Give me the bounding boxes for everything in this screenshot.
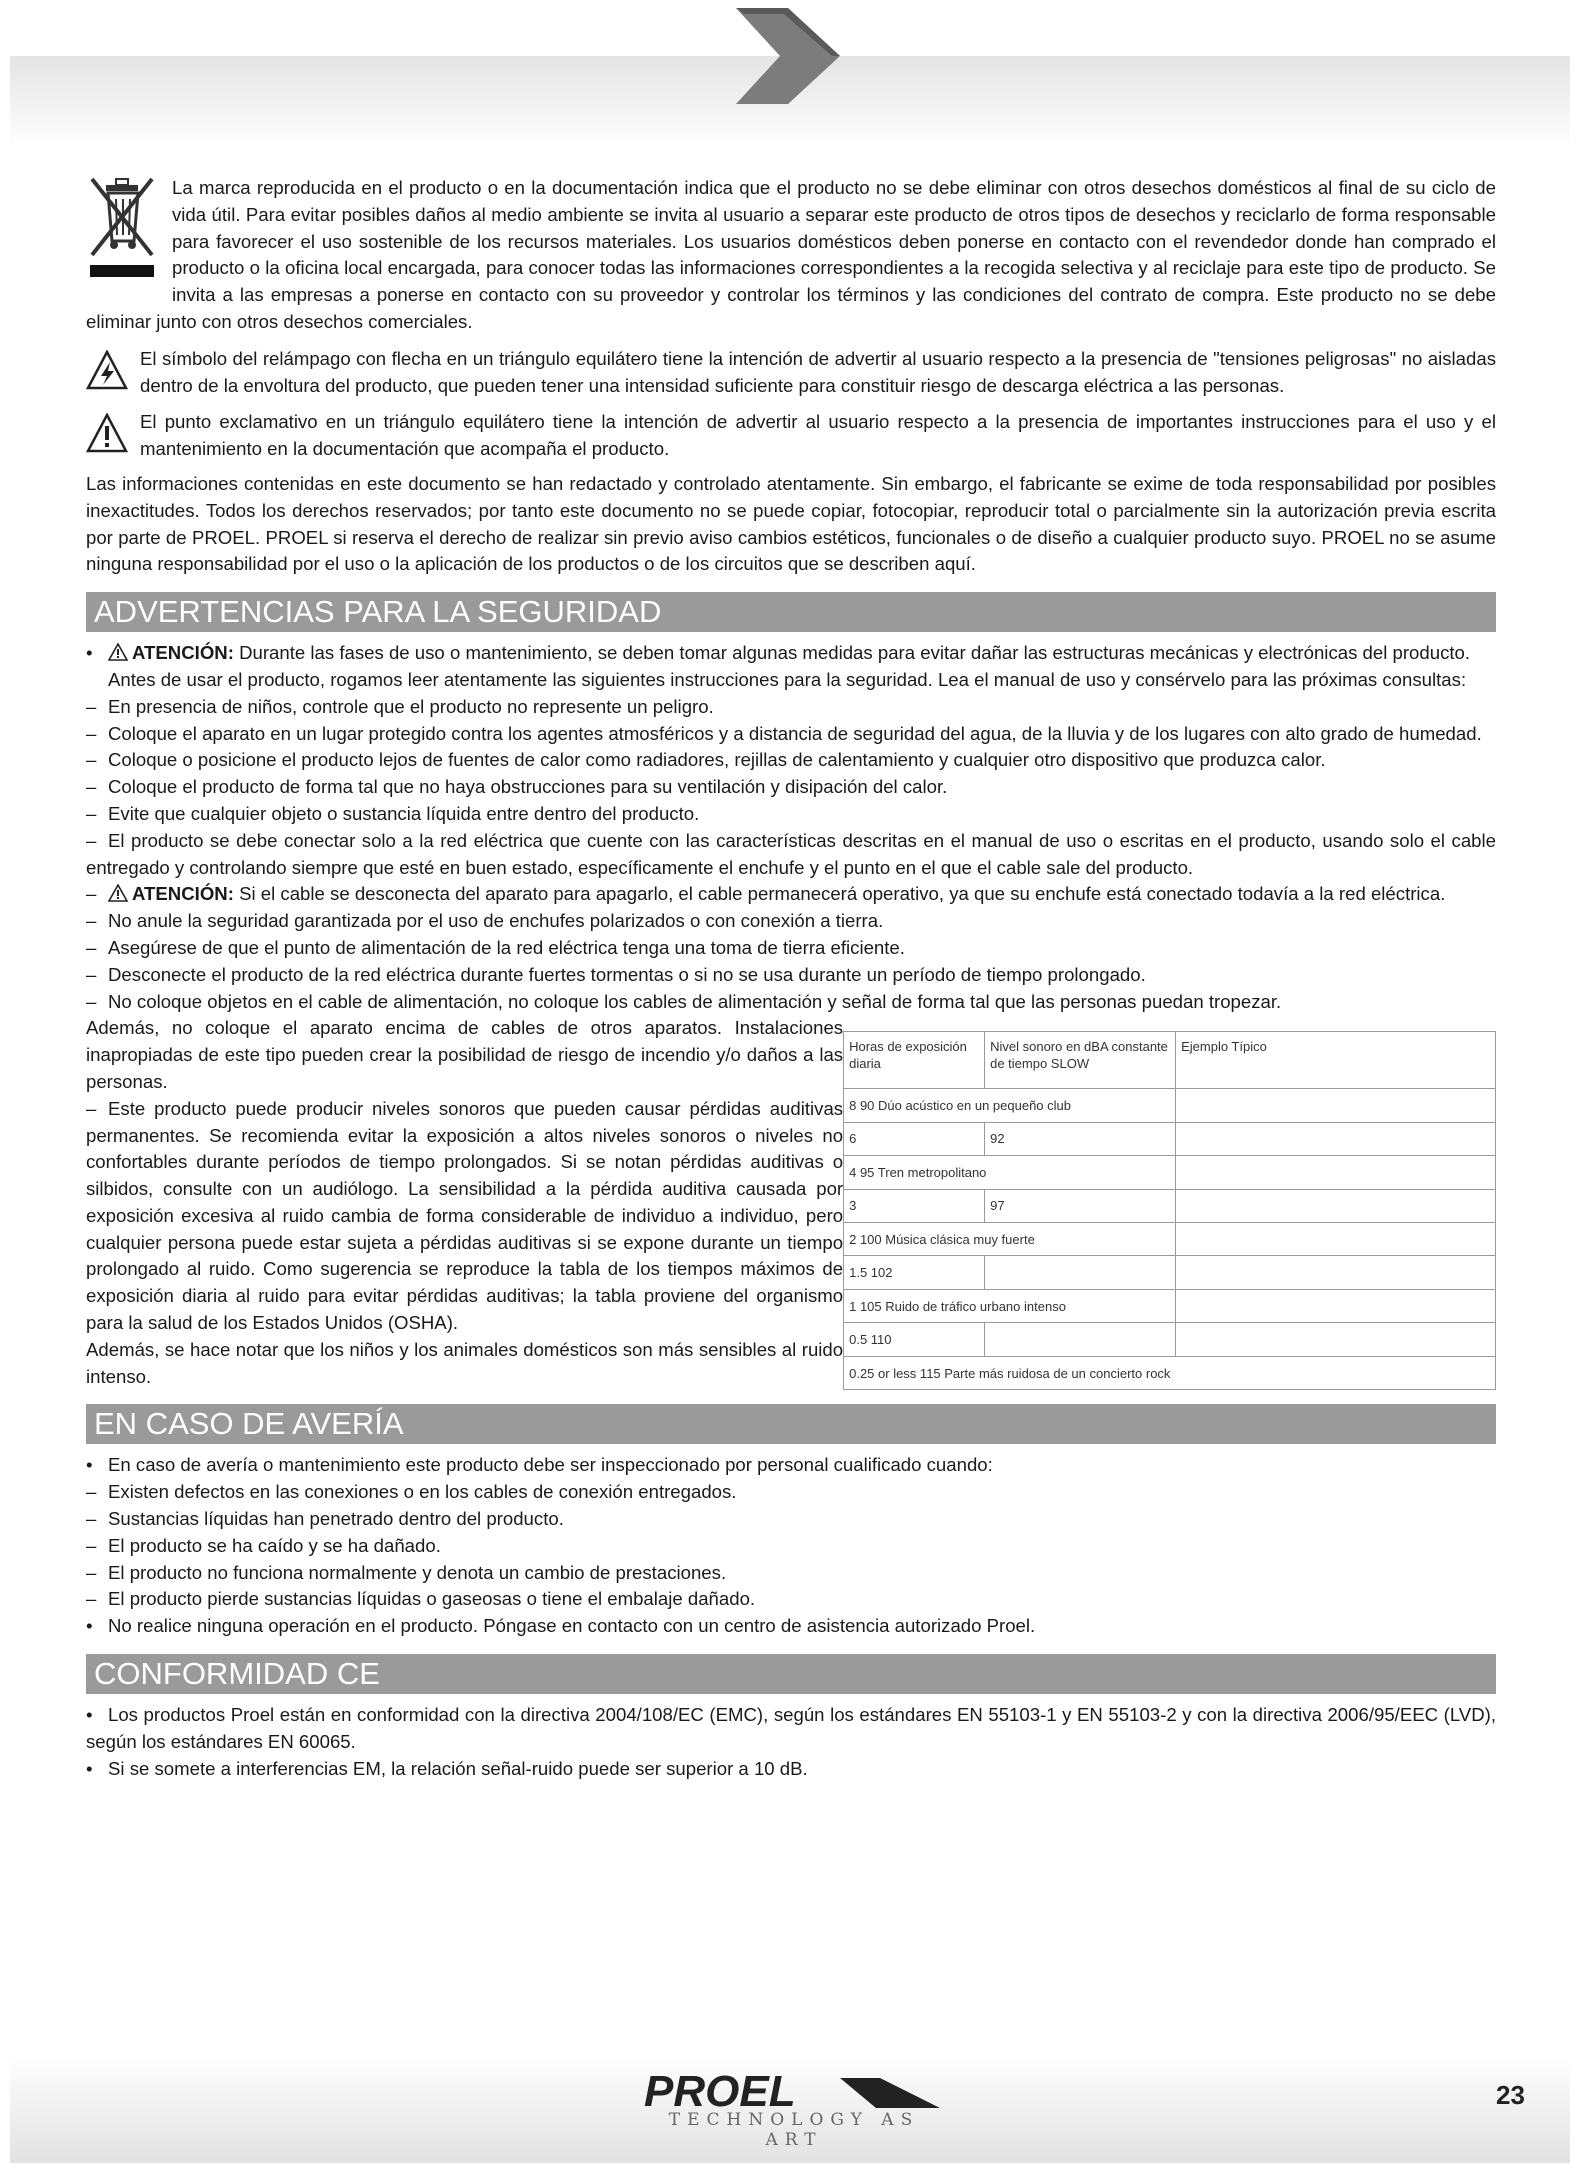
dash: – [86, 1508, 97, 1530]
hearing-text-column [86, 1015, 843, 1390]
safety-item: – Coloque el aparato en un lugar protegido contra los agentes atmosféricos y a distancia de seguridad del agua, de la lluvia y de los lugares con alto grado de humedad. [86, 721, 1496, 748]
dash: – [86, 883, 97, 905]
dash: – [86, 1588, 97, 1610]
bullet: • [86, 1454, 93, 1476]
fault-item: – El producto se ha caído y se ha dañado. [86, 1533, 1496, 1560]
exclamation-warning [86, 409, 1496, 463]
table-row [844, 1122, 1496, 1155]
table-cell: 2 100 Música clásica muy fuerte [844, 1223, 1176, 1256]
dash: – [86, 1534, 97, 1556]
attention-label: ATENCIÓN: [132, 883, 234, 905]
hearing-section [86, 1015, 1496, 1390]
fault-item: – El producto no funciona normalmente y denota un cambio de prestaciones. [86, 1560, 1496, 1587]
exclamation-warning-text: El punto exclamativo en un triángulo equilátero tiene la intención de advertir al usuario respecto a la presencia de importantes instrucciones para el uso y el mantenimiento en la documentación que acompaña el producto. [140, 411, 1496, 460]
ce-item: • Los productos Proel están en conformidad con la directiva 2004/108/EC (EMC), según los estándares EN 55103-1 y EN 55103-2 y con la directiva 2006/95/EEC (LVD), según los estándares EN 60065. [86, 1704, 1496, 1752]
lightning-warning-text: El símbolo del relámpago con flecha en un triángulo equilátero tiene la intención de advertir al usuario respecto a la presencia de "tensiones peligrosas" no aisladas dentro de la envoltura del producto, que pueden tener una intensidad suficiente para constituir riesgo de descarga eléctrica a las personas. [140, 347, 1496, 396]
table-header-cell: Nivel sonoro en dBA constante de tiempo SLOW [985, 1032, 1176, 1089]
table-row [844, 1323, 1496, 1356]
children-note: Además, se hace notar que los niños y los animales domésticos son más sensibles al ruido intenso. [86, 1338, 844, 1387]
safety-item: – Desconecte el producto de la red eléctrica durante fuertes tormentas o si no se usa durante un período de tiempo prolongado. [86, 962, 1496, 989]
weee-text: La marca reproducida en el producto o en la documentación indica que el producto no se debe eliminar con otros desechos domésticos al final de su ciclo de vida útil. Para evitar posibles daños al medio ambiente se invita al usuario a separar este producto de otros tipos de desechos y reciclarlo de forma responsable para favorecer el uso sostenible de los recursos materiales. Los usuarios domésticos deben ponerse en contacto con el revendedor donde han comprado el producto o la oficina local encargada, para conocer todas las informaciones correspondientes a la recogida selectiva y al reciclaje para este tipo de producto. Se invita a las empresas a ponerse en contacto con su proveedor y controlar los términos y las condiciones del contrato de compra. Este producto no se debe eliminar junto con otros desechos comerciales. [86, 177, 1496, 332]
noise-exposure-table [843, 1031, 1496, 1390]
dash: – [86, 990, 97, 1012]
safety-item: – Coloque o posicione el producto lejos de fuentes de calor como radiadores, rejillas de calentamiento y cualquier otro dispositivo que produzca calor. [86, 747, 1496, 774]
attention-text: Durante las fases de uso o mantenimiento, se deben tomar algunas medidas para evitar dañar las estructuras mecánicas y electrónicas del producto. [233, 642, 1471, 664]
table-cell: 97 [985, 1189, 1176, 1222]
brand-tagline: TECHNOLOGY AS ART [668, 2110, 920, 2150]
table-row [844, 1256, 1496, 1289]
crossed-bin-icon [86, 175, 158, 283]
fault-item: – Existen defectos en las conexiones o en los cables de conexión entregados. [86, 1479, 1496, 1506]
table-cell: 3 [844, 1189, 985, 1222]
table-cell: 6 [844, 1122, 985, 1155]
section-title-fault: EN CASO DE AVERÍA [86, 1404, 1496, 1444]
hearing-item: – Este producto puede producir niveles sonoros que pueden causar pérdidas auditivas permanentes. Se recomienda evitar la exposición a altos niveles sonoros o niveles no confortables durante períodos de tiempo prolongados. Si se notan pérdidas auditivas o silbidos, consulte con un audiólogo. La sensibilidad a la pérdida auditiva causada por exposición excesiva al ruido cambia de forma considerable de individuo a individuo, pero cualquier persona puede estar sujeta a pérdidas auditivas si se expone durante un tiempo prolongado al ruido. Como sugerencia se reproduce la tabla de los tiempos máximos de exposición diaria al ruido para evitar pérdidas auditivas; la tabla proviene del organismo para la salud de los Estados Unidos (OSHA). [86, 1097, 844, 1334]
fault-final: • No realice ninguna operación en el producto. Póngase en contacto con un centro de asistencia autorizado Proel. [86, 1613, 1496, 1640]
disclaimer-text: Las informaciones contenidas en este documento se han redactado y controlado atentamente. Sin embargo, el fabricante se exime de toda responsabilidad por posibles inexactitudes. Todos los derechos reservados; por tanto este documento no se puede copiar, fotocopiar, reproducir total o parcialmente sin la autorización previa escrita por parte de PROEL. PROEL si reserva el derecho de realizar sin previo aviso cambios estéticos, funcionales o de diseño a cualquier producto suyo. PROEL no se asume ninguna responsabilidad por el uso o la aplicación de los productos o de los circuitos que se describen aquí. [86, 472, 1496, 575]
lightning-warning [86, 346, 1496, 400]
dash: – [86, 1481, 97, 1503]
table-cell: 4 95 Tren metropolitano [844, 1156, 1176, 1189]
table-header-row [844, 1032, 1496, 1089]
cable-item-continued: Además, no coloque el aparato encima de cables de otros aparatos. Instalaciones inapropiadas de este tipo pueden crear la posibilidad de riesgo de incendio y/o daños a las personas. [86, 1017, 844, 1092]
table-cell: 1.5 102 [844, 1256, 985, 1289]
warning-triangle-icon [108, 643, 128, 661]
table-row [844, 1156, 1496, 1189]
dash: – [86, 829, 97, 851]
page-content [86, 175, 1496, 1782]
section-title-safety: ADVERTENCIAS PARA LA SEGURIDAD [86, 592, 1496, 632]
dash: – [86, 695, 97, 717]
weee-notice [86, 175, 1496, 336]
bullet: • [86, 1757, 93, 1779]
safety-item: – No coloque objetos en el cable de alimentación, no coloque los cables de alimentación y señal de forma tal que las personas puedan tropezar. [86, 989, 1496, 1016]
exclamation-triangle-icon [86, 413, 128, 453]
table-cell: 8 90 Dúo acústico en un pequeño club [844, 1089, 1176, 1122]
fault-intro: • En caso de avería o mantenimiento este producto debe ser inspeccionado por personal cualificado cuando: [86, 1452, 1496, 1479]
dash: – [86, 963, 97, 985]
dash: – [86, 802, 97, 824]
dash: – [86, 936, 97, 958]
safety-intro: Antes de usar el producto, rogamos leer atentamente las siguientes instrucciones para la seguridad. Lea el manual de uso y consérvelo para las próximas consultas: [108, 668, 1467, 690]
table-cell: 1 105 Ruido de tráfico urbano intenso [844, 1289, 1176, 1322]
page-number: 23 [1496, 2080, 1525, 2110]
table-cell: 0.5 110 [844, 1323, 985, 1356]
table-row [844, 1089, 1496, 1122]
safety-item: – El producto se debe conectar solo a la red eléctrica que cuente con las características descritas en el manual de uso o escritas en el producto, usando solo el cable entregado y controlando siempre que esté en buen estado, específicamente el enchufe y el punto en el que el cable sale del producto. [86, 829, 1496, 878]
table-row [844, 1356, 1496, 1390]
table-row [844, 1289, 1496, 1322]
dash: – [86, 910, 97, 932]
safety-attention [86, 640, 1496, 667]
safety-item: – Coloque el producto de forma tal que no haya obstrucciones para su ventilación y disipación del calor. [86, 774, 1496, 801]
dash: – [86, 1097, 97, 1119]
table-row [844, 1189, 1496, 1222]
bullet: • [86, 1615, 93, 1637]
dash: – [86, 776, 97, 798]
fault-item: – El producto pierde sustancias líquidas o gaseosas o tiene el embalaje dañado. [86, 1586, 1496, 1613]
safety-item: – En presencia de niños, controle que el producto no represente un peligro. [86, 694, 1496, 721]
dash: – [86, 722, 97, 744]
dash: – [86, 1561, 97, 1583]
bullet: • [86, 1704, 93, 1726]
table-cell: 0.25 or less 115 Parte más ruidosa de un concierto rock [844, 1356, 1496, 1390]
dash: – [86, 749, 97, 771]
table-cell: 92 [985, 1122, 1176, 1155]
safety-item: – No anule la seguridad garantizada por el uso de enchufes polarizados o con conexión a tierra. [86, 908, 1496, 935]
table-row [844, 1223, 1496, 1256]
lightning-triangle-icon [86, 350, 128, 390]
safety-item: – Asegúrese de que el punto de alimentación de la red eléctrica tenga una toma de tierra eficiente. [86, 935, 1496, 962]
ce-item: • Si se somete a interferencias EM, la relación señal-ruido puede ser superior a 10 dB. [86, 1756, 1496, 1783]
safety-item: – Evite que cualquier objeto o sustancia líquida entre dentro del producto. [86, 801, 1496, 828]
bullet: • [86, 642, 93, 664]
table-header-cell: Horas de exposición diaria [844, 1032, 985, 1089]
chevron-arrow-icon [736, 8, 846, 104]
section-title-ce: CONFORMIDAD CE [86, 1654, 1496, 1694]
safety-attention-cable: – ATENCIÓN: Si el cable se desconecta del aparato para apagarlo, el cable permanecerá operativo, ya que su enchufe está conectado todavía a la red eléctrica. [86, 881, 1496, 908]
brand-text: PROEL [644, 2067, 796, 2116]
attention-label: ATENCIÓN: [132, 642, 234, 664]
fault-item: – Sustancias líquidas han penetrado dentro del producto. [86, 1506, 1496, 1533]
warning-triangle-icon [108, 884, 128, 902]
table-header-cell: Ejemplo Típico [1176, 1032, 1496, 1089]
